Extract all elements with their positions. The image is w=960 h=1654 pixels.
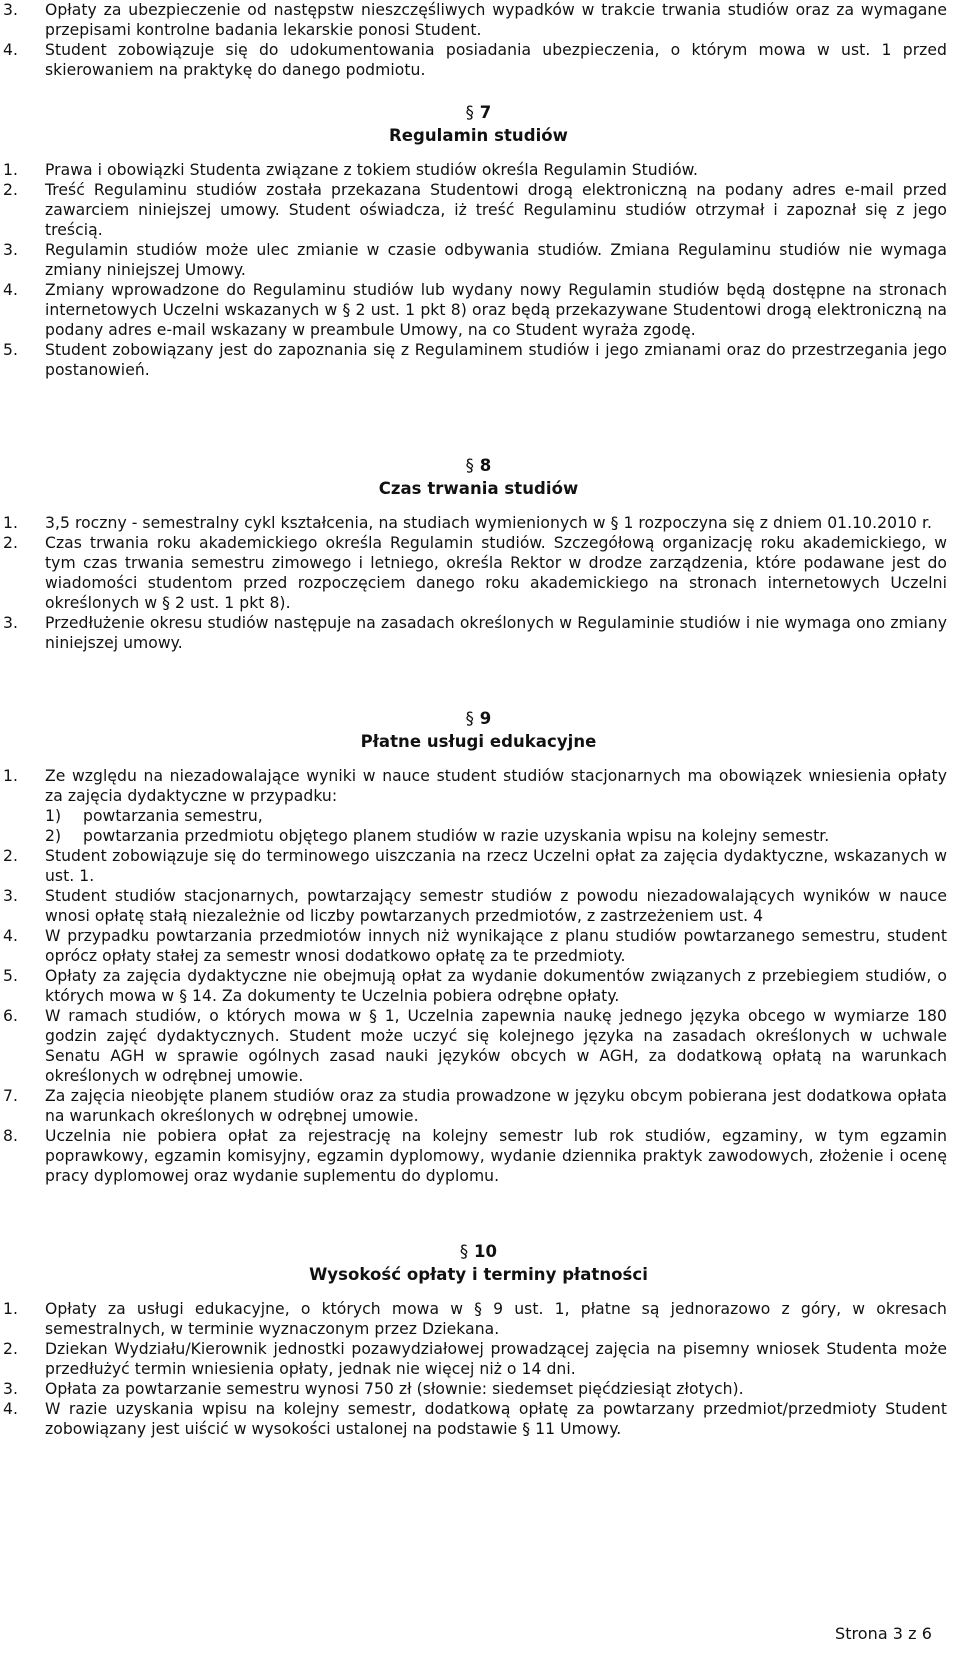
sub-list-item: 2) powtarzania przedmiotu objętego planem studiów w razie uzyskania wpisu na kolejny semestr. (45, 827, 830, 845)
paragraph-number: § 9 (465, 709, 492, 728)
list-item: 4. W przypadku powtarzania przedmiotów innych niż wynikające z planu studiów powtarzanego semestru, student oprócz opłaty stałej za semestr wnosi dodatkowo opłatę za te przedmioty. (3, 927, 947, 965)
section-list (0, 766, 957, 1186)
section-8 (0, 455, 957, 653)
section-heading (0, 455, 957, 501)
list-item: 1. Prawa i obowiązki Studenta związane z tokiem studiów określa Regulamin Studiów. (3, 161, 699, 179)
paragraph-number: § 7 (465, 103, 492, 122)
list-item: 5. Student zobowiązany jest do zapoznania się z Regulaminem studiów i jego zmianami oraz do przestrzegania jego postanowień. (3, 341, 947, 379)
section-heading (0, 1241, 957, 1287)
page-number: Strona 3 z 6 (834, 1624, 932, 1643)
list-item: 6. W ramach studiów, o których mowa w § 1, Uczelnia zapewnia naukę jednego języka obcego w wymiarze 180 godzin zajęć dydaktycznych. Student może uczyć się kolejnego języka na zasadach określonych w uchwale Senatu AGH w sprawie ogólnych zasad nauki języków obcych w AGH, za dodatkową opłatą na warunkach określonych w odrębnej umowie. (3, 1007, 947, 1085)
list-item: 3. Przedłużenie okresu studiów następuje na zasadach określonych w Regulaminie studiów i nie wymaga ono zmiany niniejszej umowy. (3, 614, 947, 652)
list-item: 1. Opłaty za usługi edukacyjne, o których mowa w § 9 ust. 1, płatne są jednorazowo z góry, w okresach semestralnych, w terminie wyznaczonym przez Dziekana. (3, 1300, 947, 1338)
section-title: Wysokość opłaty i terminy płatności (309, 1265, 648, 1284)
top-items-list (0, 0, 957, 80)
list-item: 2. Czas trwania roku akademickiego określa Regulamin studiów. Szczegółową organizację roku akademickiego, w tym czas trwania semestru zimowego i letniego, określa Rektor w drodze zarządzenia, które podawane jest do wiadomości studentom przed rozpoczęciem danego roku akademickiego na stronach internetowych Uczelni określonych w § 2 ust. 1 pkt 8). (3, 534, 947, 612)
list-item: 3. Opłata za powtarzanie semestru wynosi 750 zł (słownie: siedemset pięćdziesiąt złotych). (3, 1380, 744, 1398)
list-item: 4. Zmiany wprowadzone do Regulaminu studiów lub wydany nowy Regulamin studiów będą dostępne na stronach internetowych Uczelni wskazanych w § 2 ust. 1 pkt 8) oraz będą przekazywane Studentowi drogą elektroniczną na podany adres e-mail wskazany w preambule Umowy, na co Student wyraża zgodę. (3, 281, 947, 339)
list-item: 1. 3,5 roczny - semestralny cykl kształcenia, na studiach wymienionych w § 1 rozpoczyna się z dniem 01.10.2010 r. (3, 514, 933, 532)
paragraph-number: § 10 (459, 1242, 498, 1261)
section-title: Czas trwania studiów (378, 479, 579, 498)
list-item (3, 40, 957, 80)
list-item: 8. Uczelnia nie pobiera opłat za rejestrację na kolejny semestr lub rok studiów, egzaminy, w tym egzamin poprawkowy, egzamin komisyjny, egzamin dyplomowy, wydanie dziennika praktyk zawodowych, złożenie i ocenę pracy dyplomowej oraz wydanie suplementu do dyplomu. (3, 1127, 947, 1185)
item-number: 4. (3, 41, 18, 59)
sub-list (45, 806, 947, 846)
section-7 (0, 102, 957, 380)
list-item: 3. Student studiów stacjonarnych, powtarzający semestr studiów z powodu niezadowalających wyników w nauce wnosi opłatę stałą niezależnie od liczby powtarzanych przedmiotów, z zastrzeżeniem ust. 4 (3, 887, 947, 925)
section-title: Płatne usługi edukacyjne (360, 732, 597, 751)
list-item (3, 0, 957, 40)
section-heading (0, 102, 957, 148)
item-text: Opłaty za ubezpieczenie od następstw nieszczęśliwych wypadków w trakcie trwania studiów oraz za wymagane przepisami kontrolne badania lekarskie ponosi Student. (45, 1, 947, 39)
section-heading (0, 708, 957, 754)
sub-list-item: 1) powtarzania semestru, (45, 807, 263, 825)
section-list (0, 160, 957, 380)
list-item: 2. Dziekan Wydziału/Kierownik jednostki pozawydziałowej prowadzącej zajęcia na pisemny wniosek Studenta może przedłużyć termin wniesienia opłaty, jednak nie więcej niż o 14 dni. (3, 1340, 947, 1378)
section-list (0, 1299, 957, 1439)
list-item: 3. Regulamin studiów może ulec zmianie w czasie odbywania studiów. Zmiana Regulaminu studiów nie wymaga zmiany niniejszej Umowy. (3, 241, 947, 279)
list-item: 1. Ze względu na niezadowalające wyniki w nauce student studiów stacjonarnych ma obowiązek wniesienia opłaty za zajęcia dydaktyczne w przypadku: 1) powtarzania semestru, 2) powtarzania przedmiotu objętego planem studiów w razie uzyskania wpisu na kolejny semestr. (3, 767, 947, 845)
section-9 (0, 708, 957, 1186)
section-10 (0, 1241, 957, 1439)
list-item: 4. W razie uzyskania wpisu na kolejny semestr, dodatkową opłatę za powtarzany przedmiot/przedmioty Student zobowiązany jest uiścić w wysokości ustalonej na podstawie § 11 Umowy. (3, 1400, 947, 1438)
section-title: Regulamin studiów (389, 126, 568, 145)
list-item: 7. Za zajęcia nieobjęte planem studiów oraz za studia prowadzone w języku obcym pobierana jest dodatkowa opłata na warunkach określonych w odrębnej umowie. (3, 1087, 947, 1125)
list-item: 5. Opłaty za zajęcia dydaktyczne nie obejmują opłat za wydanie dokumentów związanych z przebiegiem studiów, o których mowa w § 14. Za dokumenty te Uczelnia pobiera odrębne opłaty. (3, 967, 947, 1005)
item-text: Student zobowiązuje się do udokumentowania posiadania ubezpieczenia, o którym mowa w ust. 1 przed skierowaniem na praktykę do danego podmiotu. (45, 41, 947, 79)
item-number: 3. (3, 1, 18, 19)
section-list (0, 513, 957, 653)
list-item: 2. Treść Regulaminu studiów została przekazana Studentowi drogą elektroniczną na podany adres e-mail przed zawarciem niniejszej umowy. Student oświadcza, iż treść Regulaminu studiów otrzymał i zapoznał się z jego treścią. (3, 181, 947, 239)
paragraph-number: § 8 (465, 456, 492, 475)
list-item: 2. Student zobowiązuje się do terminowego uiszczania na rzecz Uczelni opłat za zajęcia dydaktyczne, wskazanych w ust. 1. (3, 847, 947, 885)
